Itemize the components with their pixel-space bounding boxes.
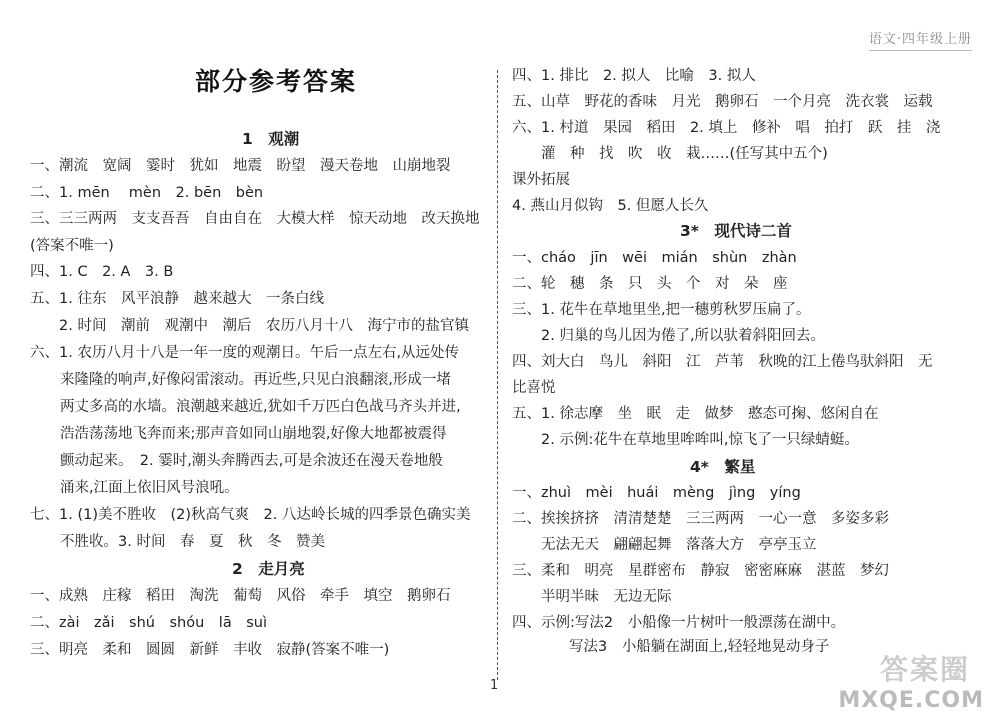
answer-line: 三、1. 花牛在草地里坐,把一穗剪秋罗压扁了。 bbox=[512, 302, 811, 318]
answer-line: 四、1. 排比 2. 拟人 比喻 3. 拟人 bbox=[512, 68, 756, 84]
answer-line: 两丈多高的水墙。浪潮越来越近,犹如千万匹白色战马齐头并进, bbox=[60, 399, 461, 415]
answer-line: 七、1. (1)美不胜收 (2)秋高气爽 2. 八达岭长城的四季景色确实美 bbox=[30, 507, 471, 523]
answer-line: 一、成熟 庄稼 稻田 淘洗 葡萄 风俗 牵手 填空 鹅卵石 bbox=[30, 588, 451, 604]
watermark bbox=[810, 646, 990, 716]
answer-line: 五、1. 徐志摩 坐 眠 走 做梦 憨态可掬、悠闲自在 bbox=[512, 406, 879, 422]
answer-line: 一、cháo jīn wēi mián shùn zhàn bbox=[512, 250, 797, 266]
answer-line: 比喜悦 bbox=[512, 380, 556, 396]
answer-line: 六、1. 村道 果园 稻田 2. 填上 修补 唱 拍打 跃 挂 浇 bbox=[512, 120, 941, 136]
answer-line: 五、1. 往东 风平浪静 越来越大 一条白线 bbox=[30, 291, 324, 307]
answer-line: 2. 归巢的鸟儿因为倦了,所以驮着斜阳回去。 bbox=[512, 328, 826, 344]
answer-line: 浩浩荡荡地飞奔而来;那声音如同山崩地裂,好像大地都被震得 bbox=[60, 426, 447, 442]
answer-line: 2. 示例:花牛在草地里哞哞叫,惊飞了一只绿蜻蜓。 bbox=[512, 432, 859, 448]
answer-line: 不胜收。3. 时间 春 夏 秋 冬 赞美 bbox=[60, 534, 325, 550]
answer-line: 半明半昧 无边无际 bbox=[512, 589, 672, 605]
answer-line: 五、山草 野花的香味 月光 鹅卵石 一个月亮 洗衣裳 运载 bbox=[512, 94, 933, 110]
answer-line: 二、zài zǎi shú shóu lā suì bbox=[30, 615, 267, 631]
answer-line: 2. 时间 潮前 观潮中 潮后 农历八月十八 海宁市的盐官镇 bbox=[30, 318, 469, 334]
column-divider bbox=[497, 70, 498, 680]
section-heading-2: 2 走月亮 bbox=[232, 560, 305, 578]
answer-line: 四、1. C 2. A 3. B bbox=[30, 264, 174, 280]
answer-line: 来隆隆的响声,好像闷雷滚动。再近些,只见白浪翻滚,形成一堵 bbox=[60, 372, 451, 388]
section-heading-1: 1 观潮 bbox=[242, 130, 300, 148]
answer-line: 写法3 小船躺在湖面上,轻轻地晃动身子 bbox=[540, 639, 830, 655]
answer-line: 涌来,江面上依旧风号浪吼。 bbox=[60, 480, 239, 496]
answer-line: 三、柔和 明亮 星群密布 静寂 密密麻麻 湛蓝 梦幻 bbox=[512, 563, 889, 579]
answer-line: 四、刘大白 鸟儿 斜阳 江 芦苇 秋晚的江上倦鸟驮斜阳 无 bbox=[512, 354, 933, 370]
section-heading-3: 3* 现代诗二首 bbox=[680, 222, 792, 240]
watermark-site: MXQE.COM bbox=[838, 688, 984, 713]
answer-line: 二、挨挨挤挤 清清楚楚 三三两两 一心一意 多姿多彩 bbox=[512, 511, 889, 527]
answer-line: 一、zhuì mèi huái mèng jìng yíng bbox=[512, 485, 801, 501]
page-title: 部分参考答案 bbox=[195, 67, 358, 96]
answer-line: 二、1. mēn mèn 2. bēn bèn bbox=[30, 185, 264, 201]
answer-line: (答案不唯一) bbox=[30, 238, 114, 254]
header-tag: 语文·四年级上册 bbox=[869, 28, 972, 47]
answer-line: 二、轮 穗 条 只 头 个 对 朵 座 bbox=[512, 276, 788, 292]
answer-line: 四、示例:写法2 小船像一片树叶一般漂荡在湖中。 bbox=[512, 615, 846, 631]
answer-line: 灌 种 找 吹 收 栽……(任写其中五个) bbox=[512, 146, 828, 162]
page-number: 1 bbox=[490, 678, 499, 693]
answer-line: 一、潮流 宽阔 霎时 犹如 地震 盼望 漫天卷地 山崩地裂 bbox=[30, 158, 451, 174]
answer-line: 颤动起来。 2. 霎时,潮头奔腾西去,可是余波还在漫天卷地般 bbox=[60, 453, 443, 469]
answer-line: 课外拓展 bbox=[512, 172, 570, 188]
answer-line: 4. 燕山月似钩 5. 但愿人长久 bbox=[512, 198, 709, 214]
answer-line: 三、三三两两 支支吾吾 自由自在 大模大样 惊天动地 改天换地 bbox=[30, 211, 480, 227]
answer-line: 六、1. 农历八月十八是一年一度的观潮日。午后一点左右,从远处传 bbox=[30, 345, 460, 361]
answer-line: 无法无天 翩翩起舞 落落大方 亭亭玉立 bbox=[512, 537, 817, 553]
watermark-logo: 答案圈 bbox=[879, 653, 970, 686]
section-heading-4: 4* 繁星 bbox=[690, 458, 756, 476]
answer-line: 三、明亮 柔和 圆圆 新鲜 丰收 寂静(答案不唯一) bbox=[30, 642, 390, 658]
